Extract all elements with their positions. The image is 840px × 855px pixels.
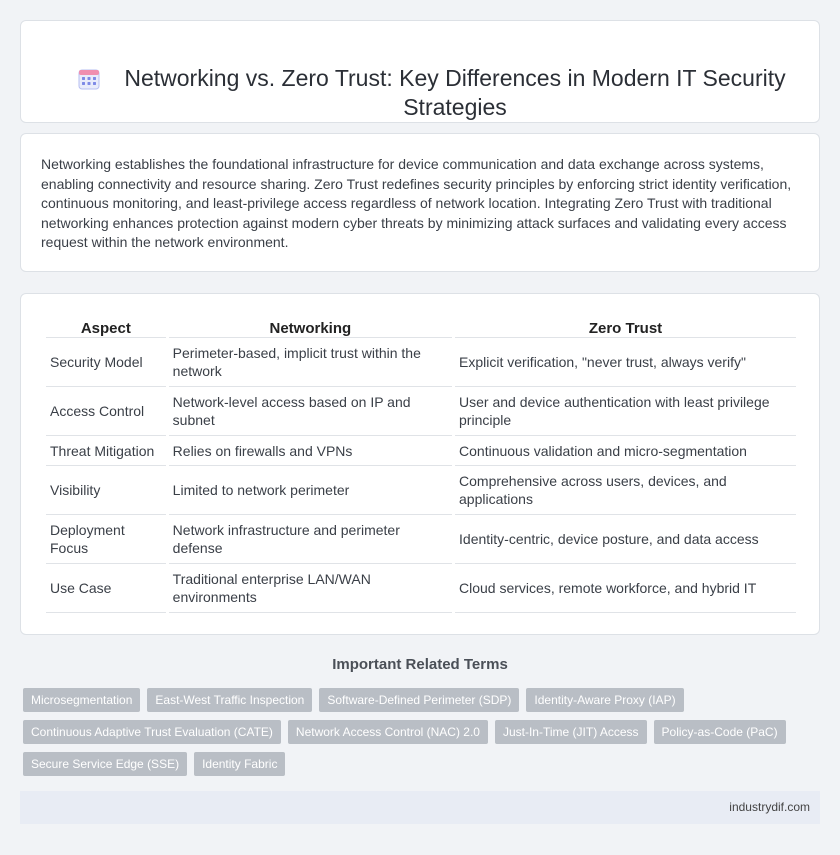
related-term-tag[interactable]: Policy-as-Code (PaC) [654, 720, 786, 744]
related-terms-title: Important Related Terms [332, 656, 508, 673]
related-term-tag[interactable]: Microsegmentation [23, 688, 140, 712]
related-terms-list [23, 688, 813, 776]
related-term-tag[interactable]: Secure Service Edge (SSE) [23, 752, 187, 776]
cell-networking: Network infrastructure and perimeter defense [169, 515, 452, 564]
cell-aspect: Visibility [46, 466, 166, 515]
related-term-tag[interactable]: Continuous Adaptive Trust Evaluation (CATE) [23, 720, 281, 744]
table-row [46, 466, 796, 515]
cell-networking: Limited to network perimeter [169, 466, 452, 515]
cell-zero-trust: User and device authentication with least privilege principle [455, 387, 796, 436]
cell-aspect: Deployment Focus [46, 515, 166, 564]
cell-aspect: Use Case [46, 564, 166, 613]
related-term-tag[interactable]: Software-Defined Perimeter (SDP) [319, 688, 519, 712]
cell-networking: Traditional enterprise LAN/WAN environments [169, 564, 452, 613]
footer [20, 791, 820, 824]
intro-card [20, 133, 820, 272]
table-row [46, 564, 796, 613]
table-row [46, 515, 796, 564]
cell-networking: Network-level access based on IP and subnet [169, 387, 452, 436]
related-term-tag[interactable]: Just-In-Time (JIT) Access [495, 720, 647, 744]
table-header-row [46, 315, 796, 338]
cell-aspect: Threat Mitigation [46, 436, 166, 466]
related-term-tag[interactable]: Identity-Aware Proxy (IAP) [526, 688, 683, 712]
header-networking: Networking [169, 315, 452, 338]
cell-zero-trust: Identity-centric, device posture, and data access [455, 515, 796, 564]
intro-paragraph: Networking establishes the foundational infrastructure for device communication and data exchange across systems, enabling connectivity and resource sharing. Zero Trust redefines security principles by enforcing strict identity verification, continuous monitoring, and least-privilege access regardless of network location. Integrating Zero Trust with traditional networking enhances protection against modern cyber threats by minimizing attack surfaces and validating every access request within the network environment. [41, 156, 792, 250]
cell-networking: Relies on firewalls and VPNs [169, 436, 452, 466]
table-row [46, 436, 796, 466]
cell-zero-trust: Continuous validation and micro-segmentation [455, 436, 796, 466]
cell-networking: Perimeter-based, implicit trust within the network [169, 338, 452, 387]
title-card [20, 20, 820, 123]
related-term-tag[interactable]: Network Access Control (NAC) 2.0 [288, 720, 488, 744]
related-term-tag[interactable]: Identity Fabric [194, 752, 285, 776]
calendar-icon [77, 67, 101, 91]
cell-zero-trust: Explicit verification, "never trust, always verify" [455, 338, 796, 387]
cell-aspect: Security Model [46, 338, 166, 387]
footer-site[interactable]: industrydif.com [729, 800, 810, 814]
page-title: Networking vs. Zero Trust: Key Differences in Modern IT Security Strategies [124, 65, 786, 120]
cell-zero-trust: Cloud services, remote workforce, and hybrid IT [455, 564, 796, 613]
header-aspect: Aspect [46, 315, 166, 338]
table-row [46, 387, 796, 436]
header-zero-trust: Zero Trust [455, 315, 796, 338]
table-row [46, 338, 796, 387]
cell-zero-trust: Comprehensive across users, devices, and applications [455, 466, 796, 515]
cell-aspect: Access Control [46, 387, 166, 436]
comparison-card [20, 293, 820, 635]
related-term-tag[interactable]: East-West Traffic Inspection [147, 688, 312, 712]
comparison-table [43, 315, 799, 613]
